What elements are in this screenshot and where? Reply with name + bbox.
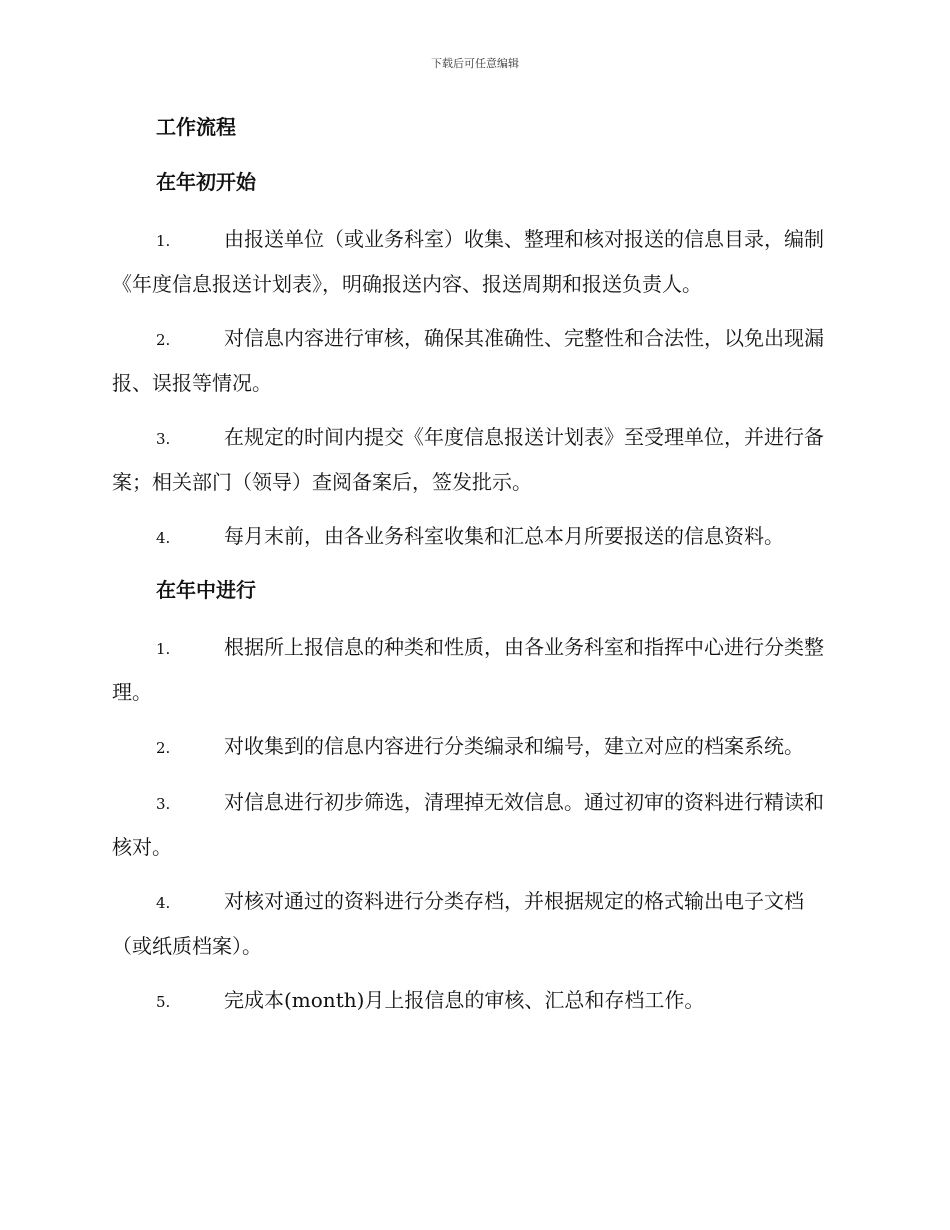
list-item [112,416,834,504]
item-text: 对收集到的信息内容进行分类编录和编号，建立对应的档案系统。 [224,734,804,758]
item-text: 对信息进行初步筛选，清理掉无效信息。通过初审的资料进行精读和核对。 [112,790,824,859]
header-note: 下载后可任意编辑 [431,57,519,70]
item-text: 每月末前，由各业务科室收集和汇总本月所要报送的信息资料。 [224,524,784,548]
section-heading: 在年中进行 [156,578,256,602]
item-number: 3. [156,795,171,813]
item-number: 5. [156,993,171,1011]
item-number: 2. [156,739,171,757]
item-text: 完成本(month)月上报信息的审核、汇总和存档工作。 [224,988,705,1012]
item-number: 4. [156,529,171,547]
section-heading: 在年初开始 [156,170,256,194]
item-text: 由报送单位（或业务科室）收集、整理和核对报送的信息目录，编制《年度信息报送计划表》，明确报送内容、报送周期和报送负责人。 [112,227,824,296]
item-number: 1. [156,640,171,658]
item-number: 4. [156,894,171,912]
list-item [112,725,834,770]
list-item [112,218,834,306]
list-item [112,979,834,1024]
item-text: 对核对通过的资料进行分类存档，并根据规定的格式输出电子文档（或纸质档案）。 [112,889,804,958]
item-text: 根据所上报信息的种类和性质，由各业务科室和指挥中心进行分类整理。 [112,635,824,704]
item-text: 对信息内容进行审核，确保其准确性、完整性和合法性，以免出现漏报、误报等情况。 [112,326,824,395]
list-item [112,626,834,714]
document-title: 工作流程 [156,115,236,139]
list-item [112,317,834,405]
item-number: 1. [156,232,171,250]
list-item [112,781,834,869]
document-body [112,108,834,1035]
item-number: 3. [156,430,171,448]
item-text: 在规定的时间内提交《年度信息报送计划表》至受理单位，并进行备案；相关部门（领导）查阅备案后，签发批示。 [112,425,824,494]
list-item [112,880,834,968]
list-item [112,515,834,560]
item-number: 2. [156,331,171,349]
